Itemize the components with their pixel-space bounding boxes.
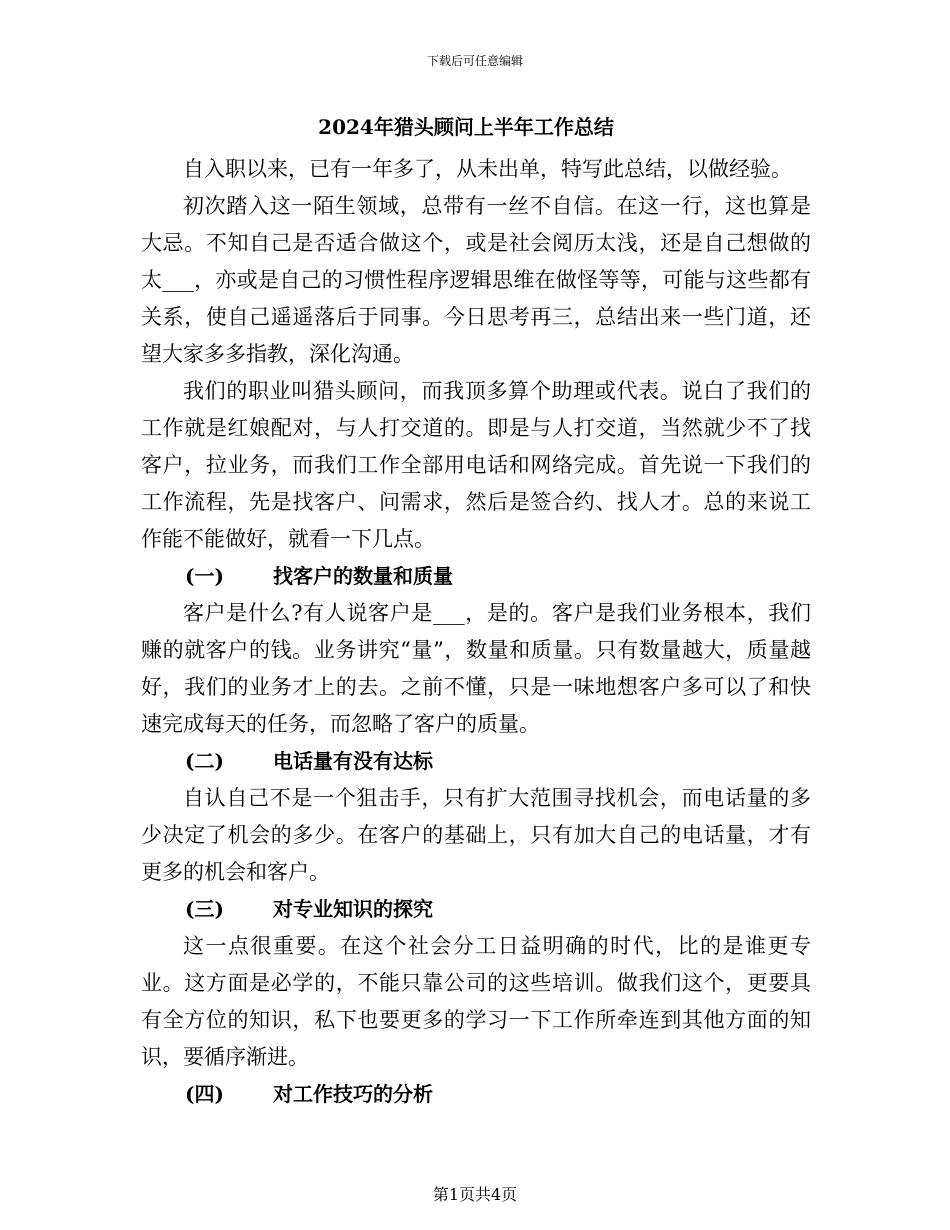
page-number: 第1页共4页	[432, 1185, 518, 1204]
paragraph: 我们的职业叫猎头顾问，而我顶多算个助理或代表。说白了我们的工作就是红娘配对，与人打交道的。即是与人打交道，当然就少不了找客户，拉业务，而我们工作全部用电话和网络完成。首先说一下我们的工作流程，先是找客户、问需求，然后是签合约、找人才。总的来说工作能不能做好，就看一下几点。	[141, 379, 811, 551]
section-heading-4	[141, 1076, 811, 1113]
section-title: 电话量有没有达标	[273, 749, 433, 773]
document-title: 2024年猎头顾问上半年工作总结	[318, 115, 614, 139]
paragraph: 这一点很重要。在这个社会分工日益明确的时代，比的是谁更专业。这方面是必学的，不能只靠公司的这些培训。做我们这个，更要具有全方位的知识，私下也要更多的学习一下工作所牵连到其他方面的知识，要循序渐进。	[141, 934, 811, 1069]
section-number: (四)	[185, 1082, 224, 1106]
section-heading-1	[141, 558, 811, 595]
paragraph: 客户是什么?有人说客户是___，是的。客户是我们业务根本，我们赚的就客户的钱。业务讲究“量”，数量和质量。只有数量越大，质量越好，我们的业务才上的去。之前不懂，只是一味地想客户多可以了和快速完成每天的任务，而忽略了客户的质量。	[141, 601, 811, 736]
section-number: (三)	[185, 897, 224, 921]
section-number: (一)	[185, 564, 224, 588]
section-title: 找客户的数量和质量	[273, 564, 453, 588]
paragraph-intro: 自入职以来，已有一年多了，从未出单，特写此总结，以做经验。	[183, 157, 792, 181]
section-heading-2	[141, 743, 811, 780]
paragraph: 自认自己不是一个狙击手，只有扩大范围寻找机会，而电话量的多少决定了机会的多少。在客户的基础上，只有加大自己的电话量，才有更多的机会和客户。	[141, 786, 811, 884]
section-title: 对专业知识的探究	[273, 897, 433, 921]
section-number: (二)	[185, 749, 224, 773]
document-body	[141, 108, 811, 1113]
section-title: 对工作技巧的分析	[273, 1082, 433, 1106]
section-heading-3	[141, 891, 811, 928]
page-header: 下载后可任意编辑	[426, 54, 523, 68]
paragraph: 初次踏入这一陌生领域，总带有一丝不自信。在这一行，这也算是大忌。不知自己是否适合做这个，或是社会阅历太浅，还是自己想做的太___，亦或是自己的习惯性程序逻辑思维在做怪等等，可能与这些都有关系，使自己遥遥落后于同事。今日思考再三，总结出来一些门道，还望大家多多指教，深化沟通。	[141, 194, 811, 366]
